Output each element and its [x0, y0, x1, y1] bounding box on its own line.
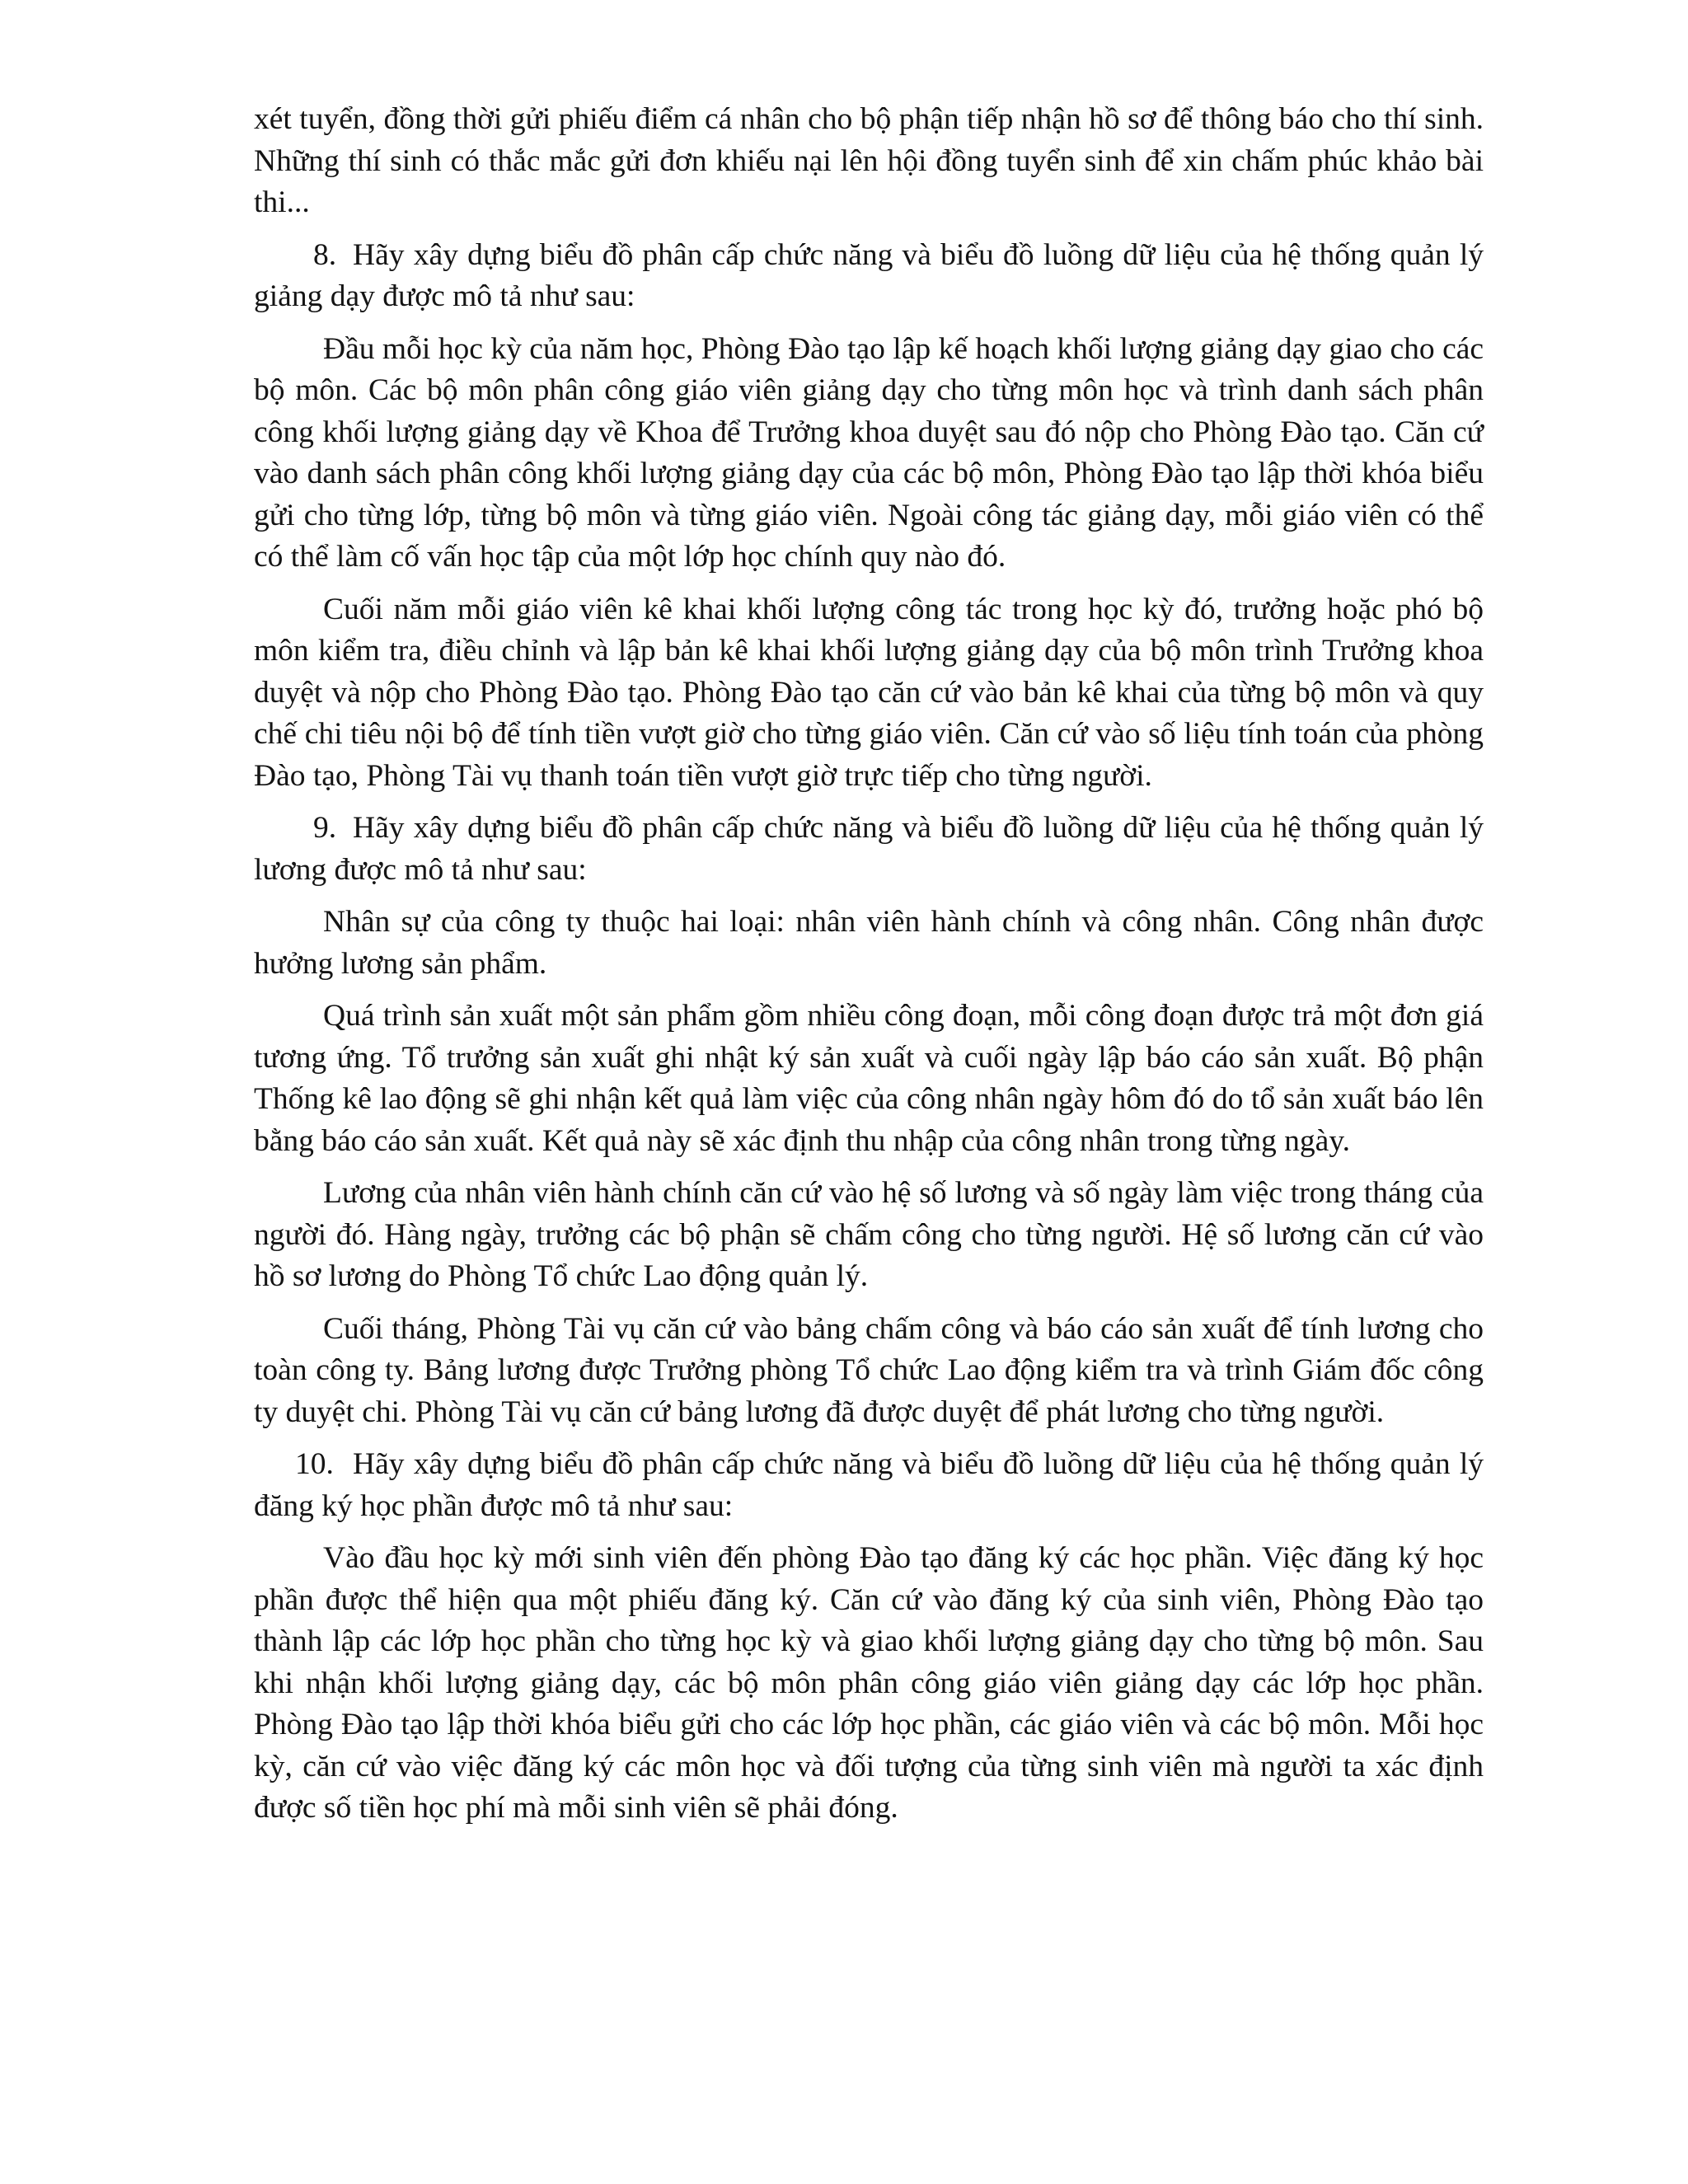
exercise-9-paragraph-1: Nhân sự của công ty thuộc hai loại: nhân viên hành chính và công nhân. Công nhân được hưởng lương sản phẩm.	[254, 905, 1484, 981]
exercise-8-prompt	[254, 235, 1484, 318]
exercise-8-paragraph-1: Đầu mỗi học kỳ của năm học, Phòng Đào tạo lập kế hoạch khối lượng giảng dạy giao cho các bộ môn. Các bộ môn phân công giáo viên giảng dạy cho từng môn học và trình danh sách phân công khối lượng giảng dạy về Khoa để Trưởng khoa duyệt sau đó nộp cho Phòng Đào tạo. Căn cứ vào danh sách phân công khối lượng giảng dạy của các bộ môn, Phòng Đào tạo lập thời khóa biểu gửi cho từng lớp, từng bộ môn và từng giáo viên. Ngoài công tác giảng dạy, mỗi giáo viên có thể có thể làm cố vấn học tập của một lớp học chính quy nào đó.	[254, 331, 1484, 574]
exercise-8-paragraph-2: Cuối năm mỗi giáo viên kê khai khối lượng công tác trong học kỳ đó, trưởng hoặc phó bộ môn kiểm tra, điều chỉnh và lập bản kê khai khối lượng giảng dạy của bộ môn trình Trưởng khoa duyệt và nộp cho Phòng Đào tạo. Phòng Đào tạo căn cứ vào bản kê khai của từng bộ môn và quy chế chi tiêu nội bộ để tính tiền vượt giờ cho từng giáo viên. Căn cứ vào số liệu tính toán của phòng Đào tạo, Phòng Tài vụ thanh toán tiền vượt giờ trực tiếp cho từng người.	[254, 592, 1484, 793]
intro-continuation-paragraph: xét tuyển, đồng thời gửi phiếu điểm cá nhân cho bộ phận tiếp nhận hồ sơ để thông báo cho thí sinh. Những thí sinh có thắc mắc gửi đơn khiếu nại lên hội đồng tuyển sinh để xin chấm phúc khảo bài thi...	[254, 102, 1484, 219]
exercise-10-paragraph-1: Vào đầu học kỳ mới sinh viên đến phòng Đào tạo đăng ký các học phần. Việc đăng ký học phần được thể hiện qua một phiếu đăng ký. Căn cứ vào đăng ký của sinh viên, Phòng Đào tạo thành lập các lớp học phần cho từng học kỳ và giao khối lượng giảng dạy cho từng bộ môn. Sau khi nhận khối lượng giảng dạy, các bộ môn phân công giáo viên giảng dạy các lớp học phần. Phòng Đào tạo lập thời khóa biểu gửi cho các lớp học phần, các giáo viên và các bộ môn. Mỗi học kỳ, căn cứ vào việc đăng ký các môn học và đối tượng của từng sinh viên mà người ta xác định được số tiền học phí mà mỗi sinh viên sẽ phải đóng.	[254, 1541, 1484, 1825]
exercise-10-prompt	[254, 1444, 1484, 1527]
exercise-9-paragraph-4: Cuối tháng, Phòng Tài vụ căn cứ vào bảng chấm công và báo cáo sản xuất để tính lương cho toàn công ty. Bảng lương được Trưởng phòng Tổ chức Lao động kiểm tra và trình Giám đốc công ty duyệt chi. Phòng Tài vụ căn cứ bảng lương đã được duyệt để phát lương cho từng người.	[254, 1311, 1484, 1429]
exercise-8-prompt-text: Hãy xây dựng biểu đồ phân cấp chức năng và biểu đồ luồng dữ liệu của hệ thống quản lý giảng dạy được mô tả như sau:	[254, 237, 1484, 313]
exercise-9-number: 9.	[313, 811, 337, 845]
document-page	[254, 99, 1484, 1840]
exercise-10-number: 10.	[295, 1447, 334, 1481]
exercise-10-prompt-text: Hãy xây dựng biểu đồ phân cấp chức năng và biểu đồ luồng dữ liệu của hệ thống quản lý đăng ký học phần được mô tả như sau:	[254, 1447, 1484, 1523]
exercise-9-paragraph-2: Quá trình sản xuất một sản phẩm gồm nhiều công đoạn, mỗi công đoạn được trả một đơn giá tương ứng. Tổ trưởng sản xuất ghi nhật ký sản xuất và cuối ngày lập báo cáo sản xuất. Bộ phận Thống kê lao động sẽ ghi nhận kết quả làm việc của công nhân ngày hôm đó do tổ sản xuất báo lên bằng báo cáo sản xuất. Kết quả này sẽ xác định thu nhập của công nhân trong từng ngày.	[254, 999, 1484, 1158]
exercise-9-prompt-text: Hãy xây dựng biểu đồ phân cấp chức năng và biểu đồ luồng dữ liệu của hệ thống quản lý lương được mô tả như sau:	[254, 811, 1484, 887]
exercise-9-paragraph-3: Lương của nhân viên hành chính căn cứ vào hệ số lương và số ngày làm việc trong tháng của người đó. Hàng ngày, trưởng các bộ phận sẽ chấm công cho từng người. Hệ số lương căn cứ vào hồ sơ lương do Phòng Tổ chức Lao động quản lý.	[254, 1176, 1484, 1293]
exercise-8-number: 8.	[313, 237, 337, 272]
exercise-9-prompt	[254, 808, 1484, 891]
